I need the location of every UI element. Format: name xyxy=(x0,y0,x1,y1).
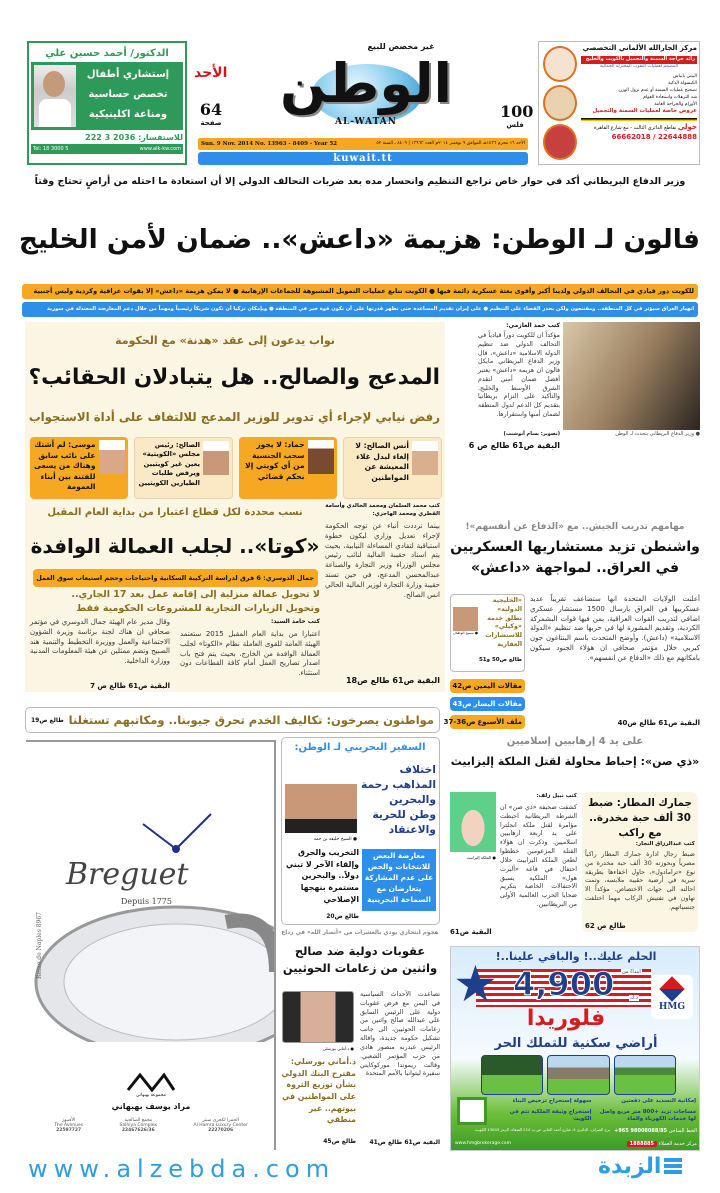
day-label: الأحد xyxy=(194,65,228,81)
ref-weekly-file[interactable]: ملف الأسبوع ص36-37 xyxy=(450,715,525,729)
house-icon xyxy=(457,1097,487,1125)
bahrain-quote: التخريب والحرق وإلقاء الآخر لا تبني دولاً.. والبحرين مستمرة بنهجها الإصلاحي xyxy=(285,848,359,904)
politics-kicker: نواب يدعون إلى عقد «هدنة» مع الحكومة xyxy=(115,334,335,347)
hmg-features: إمكانية التسديد على دفعتين سهولة إستخراج ترخيص البناء مساحات تزيد +800 متر مربع واصل لها خدمات الكهرباء والماء إستخراج وثيقة الملكية تتم في الكويت xyxy=(509,1098,696,1122)
labor-body-1: اعتبارا من بداية العام المقبل 2015 ستعتمد الهيئة العامة للقوى العاملة نظام «الكوتا» لجلب العمالة الوافدة من الخارج، بحيث يتم فتح باب اصدار تصاريح العمل أمام كافة القطاعات دون استثناء. xyxy=(180,630,320,678)
logo-text: الوطن xyxy=(279,52,453,115)
footer-url[interactable]: www.alzebda.com xyxy=(28,1155,336,1183)
bahrain-ref[interactable]: طالع ص20 xyxy=(326,913,359,920)
lead-headline[interactable]: فالون لـ الوطن: هزيمة «داعش».. ضمان لأمن الخليج xyxy=(18,224,700,255)
queen-kicker: على يد 4 إرهابيين إسلاميين xyxy=(506,736,644,747)
yemen-continued[interactable]: البقية ص61 طالع ص41 xyxy=(369,1139,440,1146)
store: الحمرا لكجري سنتر Al Hamra Luxury Center 22270206 xyxy=(193,1118,248,1133)
website-link[interactable]: kuwait.tt xyxy=(198,152,528,165)
labor-subhead-1: لا تحويل عمالة منزلية إلى إقامة عمل بعد 17 الجاري.. xyxy=(71,589,320,600)
labor-subhead-2: وتحويل الزيارات التجارية للمشروعات الحكومية فقط xyxy=(76,603,320,614)
yemen-kicker: هجوم انتحاري يودي بالعشرات من «أنصار الله» في رداع xyxy=(281,930,439,936)
bahrain-blue-box: معارضة البعض للانتخابات والحض على عدم المشاركة يتعارضان مع السماحة البحرينية xyxy=(362,849,436,911)
labor-byline: كتب حامد السيد: xyxy=(271,618,320,625)
logo-latin: AL-WATAN xyxy=(335,117,397,127)
promo-box[interactable]: «الخليجية الدولية» تطلق خدمة «وكيلي» للاستشارات العقارية طالع ص50 و51 ● سميح الوطبان xyxy=(450,594,525,672)
queen-headline[interactable]: «ذي صن»: إحباط محاولة لقتل الملكة إليزابيث xyxy=(450,755,700,768)
queen-continued[interactable]: البقية ص61 xyxy=(450,928,492,936)
yemen-headline[interactable]: عقوبات دولية ضد صالح واثنين من زعامات الحوثيين xyxy=(282,944,438,976)
labor-body-2: وقال مدير عام الهيئة جمال الدوسري في مؤتمر صحافي ان هناك لجنة برئاسة وزيرة الشؤون الاجتماعية والعمل ووزيرة التخطيط والتنمية هند الصبيح وتضم ممثلين عن هيئة المعلومات المدنية ووزارة الداخلية. xyxy=(30,618,170,666)
customs-headline[interactable]: جمارك المطار: ضبط 30 ألف حبة مخدرة.. مع راكب xyxy=(588,797,692,839)
menu-lines-icon xyxy=(664,1158,682,1176)
store: مجمع الصالحية Salhiya Complex 22467626/36 xyxy=(119,1118,158,1133)
dealer-name: مراد يوسف بهبهاني xyxy=(111,1102,191,1111)
quote-box[interactable]: الصالح: رئيس مجلس «الكويتية» يعين غير كويتيين ويرفض طلبات الطيارين الكويتيين xyxy=(134,437,234,499)
queen-caption: ● الملكة إليزابيث xyxy=(466,855,496,860)
yemen-body: تصاعدت الأحداث السياسية في اليمن مع فرض عقوبات دولية على الرئيس السابق علي عبدالله صالح واثنين من زعامات الحوثيين، الى جانب تشكيل حكومة جديدة، واقالة الرئيس عبدربه منصور هادي من حزب المؤتمر الشعبي. وقالت ريموندا موركوكايتي سفيرة ليتوانيا بالأمم المتحدة xyxy=(360,991,440,1078)
tel: Tel: 18 3000 5 xyxy=(33,146,69,152)
photo-credit: (تصوير: بسام أبوشنب) xyxy=(503,431,560,437)
quote-box[interactable]: حماد: لا يجوز سحب الجنسية من أي كويتي إلا بحكم قضائي xyxy=(239,437,337,499)
section-refs xyxy=(443,679,525,729)
photo-caption: ● وزير الدفاع البريطاني يتحدث لـ الوطن xyxy=(615,431,700,437)
medical-illustration xyxy=(543,46,577,160)
ambassador-photo xyxy=(285,763,357,833)
person-photo xyxy=(203,441,229,475)
politics-subhead: رفض نيابي لإجراء أي تدوير للوزير المدعج للالتفاف على أداة الاستجواب xyxy=(28,410,440,424)
doctor-photo xyxy=(34,65,76,127)
quote-box[interactable]: أنس الصالح: لا إلغاء لبدل غلاء المعيشة عن المواطنين xyxy=(343,437,443,499)
bahrain-kicker: السفير البحريني لـ الوطن: xyxy=(294,742,426,753)
politics-body: بينما ترددت أنباء عن توجه الحكومة لإجراء تعديل وزاري ليكون خطوة استباقية لتفادي المساءلة النيابية، بحيث يتم اسناد حقيبة المالية لنائب رئيس مجلس الوزراء وزير التجارة والصناعة عبدالمحسن المدعج، في حين تسند حقيبة وزارة التجارة لوزير المالية الحالي انس الصالح. xyxy=(325,522,440,599)
behbehani-logo xyxy=(126,1072,176,1092)
us-iraq-headline[interactable]: واشنطن تزيد مستشاريها العسكريين في العراق.. لمواجهة «داعش» xyxy=(450,539,700,576)
doctor-name: الدكتور/ أحمد حسين علي xyxy=(45,48,169,59)
person-photo xyxy=(99,440,125,474)
customs-continued[interactable]: طالع ص 62 xyxy=(585,922,626,930)
politics-byline: كتب محمد السلمان ومحمد الخالدي وأسامة القطري ومحمد الهاجري: xyxy=(325,503,440,517)
date-ar: الأحد ١٦ محرم ١٤٣٦هـ الموافق ٩ نوفمبر ٢٠١٤م العدد ١٣٩٦٣ | ٨٤٠٩ ـ السنة ٥٢ xyxy=(376,141,525,146)
pages-count: 64 صفحة xyxy=(199,100,223,127)
citizens-ref: طالع ص19 xyxy=(31,716,64,724)
politics-headline[interactable]: المدعج والصالح.. هل يتبادلان الحقائب؟ xyxy=(28,365,440,390)
citizens-headline: مواطنون يصرخون: تكاليف الخدم تحرق جيوبنا.. ومكاتبهم تستغلنا xyxy=(68,713,434,727)
ad-title: مركز الجارالله الألماني التخصصي xyxy=(582,44,697,52)
date-en: Sun. 9 Nov. 2014 No. 13963 - 8409 - Year 52 xyxy=(201,141,338,147)
promo-photo xyxy=(453,597,478,631)
hmg-ad[interactable]: الحلم عليك..! والباقي علينا..! ★ ابتداءً من 4,900 د.ك فلوريدا أراضي سكنية للتملك الحر HMG إمكانية التسديد على دفعتين سهولة إستخراج ترخيص البناء مساحات تزيد +800 متر مربع واصل لها خدمات الكهرباء والماء إستخراج وثيقة الملكية تتم في الكويت الخط الساخن +965 98008088/85 برج الصراف، الدائري 4، شارع أحمد الجابر، ص.ب 214 الصفاة، الرمز 13003 الكويت مركز خدمة العملاء 1888885 www.hmgbrokerage.com xyxy=(450,946,700,1151)
consult-phone: للاستفسار: 2036 3 222 xyxy=(85,133,183,142)
lead-orange-bar: للكويت دور قيادي في التحالف الدولي ولدينا أكبر وأقوى بعثة عسكرية دائمة فيها ● الكويت تتابع عمليات التمويل المشبوهة للجماعات الإرهابية ● لا يمكن هزيمة «داعش» إلا بقوات عراقية وكردية وليس أجنبية xyxy=(22,284,698,299)
interview-headline[interactable]: د.أماني بورسلي: مقترح البنك الدولي بشأن توزيع الثروة على المواطنين في بيوتهم.. غير منطقي xyxy=(281,1057,356,1125)
breguet-ad[interactable]: Breguet Depuis 1775 Reine de Naples 8967 مجموعة بهبهاني مراد يوسف بهبهاني الحمرا لكجري سنتر Al Hamra Luxury Center 22270206 مجمع الصالحية Salhiya Complex 22467626/36 الأفنيوز The Avenues 22597727 xyxy=(26,740,276,1150)
queen-photo xyxy=(450,792,496,852)
specialty-line: إستشاري أطفال xyxy=(86,69,170,80)
bahrain-headline: اختلاف المذاهب رحمة والبحرين وطن للحرية والاعتقاد xyxy=(360,763,436,837)
quote-boxes xyxy=(30,437,442,499)
hmg-slogan: الحلم عليك..! والباقي علينا..! xyxy=(495,950,657,963)
politics-continued[interactable]: البقية ص61 طالع ص18 xyxy=(345,676,440,685)
hmg-place: فلوريدا xyxy=(526,1006,606,1031)
promo-text: «الخليجية الدولية» تطلق خدمة «وكيلي» للاستشارات العقارية xyxy=(485,597,522,649)
queen-byline: كتب نبيل زلف: xyxy=(536,793,577,799)
lead-byline: كتب حمد العازمي: xyxy=(506,322,560,329)
lead-kicker: وزير الدفاع البريطاني أكد في حوار خاص تراجع التنظيم وانحسار مده بعد ضربات التحالف الدولي إلا أن استعادة ما احتله من أراضٍ تحتاج وقتاً xyxy=(34,176,686,187)
star-icon: ★ xyxy=(453,955,498,1013)
interview-photo xyxy=(282,991,354,1043)
us-iraq-body: أعلنت الولايات المتحدة انها ستضاعف تقريباً عديد عسكرييها في العراق بارسال 1500 مستشار عسكري اضافي لتدريب القوات العراقية، بمن فيها قوات البشمركة الكردية، وتقديم المشورة لها في حربها ضد تنظيم «الدولة الاسلامية» (داعش). وأوضح المتحدث باسم البنتاغون جون كيربي خلال مؤتمر صحافي ان هؤلاء الجنود سيكون بامكانهم مع ذلك «الدفاع عن انفسهم». xyxy=(530,595,700,662)
breguet-logo: Breguet xyxy=(66,857,189,892)
interview-caption: ● د.أماني بورسلي xyxy=(322,1046,354,1051)
bahrain-caption: ● الشيخ خليفة بن حمد xyxy=(313,837,357,842)
defense-minister-photo xyxy=(563,322,700,430)
store: الأفنيوز The Avenues 22597727 xyxy=(54,1118,84,1133)
land-photos xyxy=(481,1055,676,1095)
labor-kicker: نسب محددة لكل قطاع اعتبارا من بداية العام المقبل xyxy=(47,507,303,518)
labor-headline[interactable]: «كوتا».. لجلب العمالة الوافدة xyxy=(30,534,320,558)
lead-blue-bar: انهيار العراق سيؤثر في كل المنطقة.. ومقتنعون ولكن بحذر القضاء على التنظيم ● على إيران تقديم المساعدة حتى تظهر قدرتها على أن تكون قوة خير في المنطقة ● وبإمكان تركيا أن تكون شريكاً رئيسياً ومهماً من خلال دعم المعارضة المعتدلة في سورية xyxy=(22,302,698,317)
ref-right-articles[interactable]: مقالات اليمين ص42 xyxy=(450,679,525,693)
left-ad[interactable] xyxy=(27,41,187,165)
interview-ref[interactable]: طالع ص45 xyxy=(323,1138,356,1145)
labor-continued[interactable]: البقية ص61 طالع ص 7 xyxy=(90,682,170,690)
person-photo xyxy=(412,441,438,475)
queen-body: كشفت صحيفة «ذي صن» ان الشرطة البريطانية احبطت مؤامرة لقتل ملكة انجلترا على يد اربعة ارهابيين اسلاميين. وذكرت ان هؤلاء القتلة المزعومين خططوا لطعن الملكة اليزابيث خلال احتفال في قاعة «ألبرت هول» الملكية يسبق الاحتفالات الخاصة بتكريم ضحايا الحرب العالمية الأولى من البريطانيين. xyxy=(500,804,577,908)
not-for-sale: غير مخصص للبيع xyxy=(367,42,435,51)
lead-body: مؤكداً ان للكويت دوراً قيادياً في التحالف الدولي ضد تنظيم الدولة الاسلامية «داعش»، قال وزير الدفاع البريطاني مايكل فالون ان هزيمة «داعش» يعتبر أفضل ضمان أمني لتقدم الشرق الأوسط والخليج. والتأكيد على التزام بريطانيا بتقديم كل الدعم لدول المنطقة لضمان أمنها واستقرارها. xyxy=(478,332,560,418)
specialty-line: ومناعة اكلينيكية xyxy=(88,109,168,120)
hmg-logo: HMG xyxy=(651,975,693,1019)
ref-left-articles[interactable]: مقالات اليسار ص43 xyxy=(450,697,525,711)
right-ad[interactable]: مركز الجارالله الألماني التخصصي رائد جراحة السمنة والتجميل بالكويت والخليج المصمم لعمليات الثقوب المختزلة الجمالية البيني بايباس الكبسولة الذكية تصحيح عمليات السمنة أو عدم نزول الوزن شد الترهلات واستعادة القوام الأورام والجراحة العامة عروض خاصة لعمليات السمنة والتجميل حولي تقاطع الدائري الثالث - مع شارع القاهرة 66662018 / 22644888 xyxy=(538,41,700,165)
watch-illustration xyxy=(26,742,276,1042)
customs-body: ضبط رجال ادارة جمارك المطار راكباً مصرياً وبحوزته 30 ألف حبة مخدرة من نوع «ترامادول»، حاول اخفاءها بطريقة سرية في أرضية حقيبة ملابسه، وتمت احالته الى جهات الاختصاص. مؤكداً الا تهاون في تفتيش الركاب مهما اختلفت جنسياتهم. xyxy=(585,851,695,911)
us-iraq-continued[interactable]: البقية ص61 طالع ص40 xyxy=(617,719,700,727)
ad-subtitle: رائد جراحة السمنة والتجميل بالكويت والخليج xyxy=(581,56,697,64)
promo-ref: طالع ص50 و51 xyxy=(478,657,522,663)
footer-logo: الزبدة xyxy=(598,1154,682,1179)
citizens-bar[interactable] xyxy=(25,707,440,733)
hmg-service-phone: 1888885 xyxy=(627,1141,657,1147)
date-bar xyxy=(198,138,528,150)
quote-box[interactable]: موسى: لم أشتك على نائب سابق وهناك من يسعى للفتنة بين أبناء العمومة xyxy=(30,437,128,499)
hmg-price: 4,900 xyxy=(513,965,615,1003)
store-list xyxy=(36,1118,266,1133)
lead-continued[interactable]: البقية ص61 طالع ص 6 xyxy=(468,441,560,450)
specialty-line: تخصص حساسية xyxy=(88,89,168,100)
price: 100 فلس xyxy=(500,102,534,129)
customs-byline: كتب عبدالرزاق النجار: xyxy=(635,841,695,847)
ad-phones: 66662018 / 22644888 xyxy=(611,133,697,141)
us-iraq-kicker: مهامهم تدريب الجيش.. مع «الدفاع عن أنفسهم»! xyxy=(465,522,685,532)
labor-orange-bar: جمال الدوسري: 6 فرق لدراسة التركيبة السكانية واحتياجات وحجم استيعاب سوق العمل xyxy=(33,569,318,587)
masthead-logo[interactable] xyxy=(240,42,492,136)
site: www.alk-kw.com xyxy=(139,146,181,152)
person-photo xyxy=(308,440,334,474)
